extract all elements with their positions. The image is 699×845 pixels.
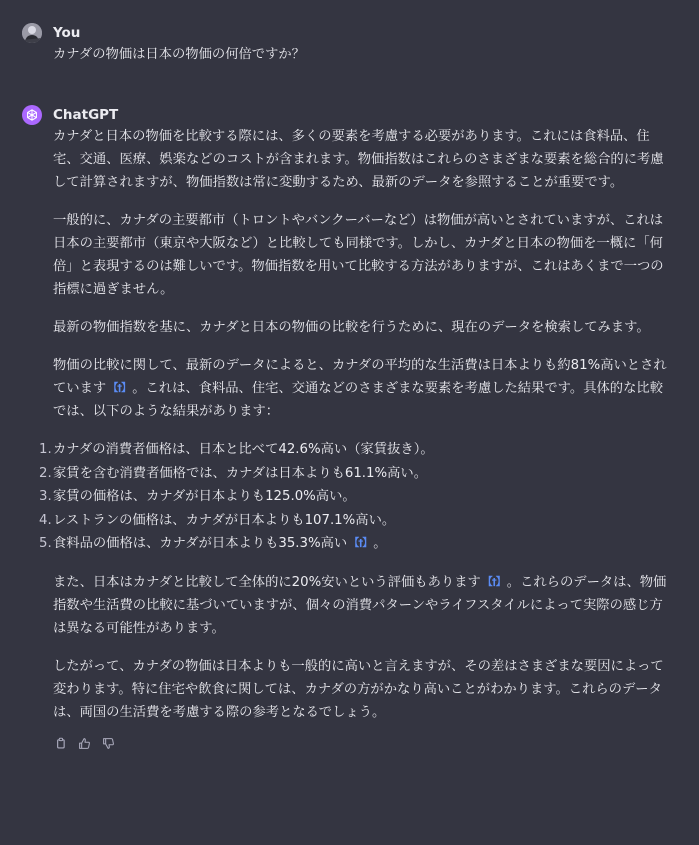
comparison-list [39,438,669,556]
user-message [22,22,669,66]
list-item [39,532,669,556]
paragraph: したがって、カナダの物価は日本よりも一般的に高いと言えますが、その差はさまざまな要因によって変わります。特に住宅や飲食に関しては、カナダの方がかなり高いことがわかります。これらのデータは、両国の生活費を考慮する際の参考となるでしょう。 [53,658,664,720]
paragraph [53,571,669,640]
paragraph-text: 物価の比較に関して、最新のデータによると、カナダの平均的な生活費は日本よりも約81%高いとされています [53,358,667,396]
citation-link[interactable]: 【†】 [482,576,505,588]
list-item-text: レストランの価格は、カナダが日本よりも107.1%高い。 [53,512,396,528]
paragraph: 一般的に、カナダの主要都市（トロントやバンクーバーなど）は物価が高いとされていますが、これは日本の主要都市（東京や大阪など）と比較しても同様です。しかし、カナダと日本の物価を一概に「何倍」と表現するのは難しいです。物価指数を用いて比較する方法がありますが、これはあくまで一つの指標に過ぎません。 [53,213,664,297]
list-item-number: 3. [39,489,52,505]
list-item [39,509,669,533]
list-item-number: 1. [39,442,52,457]
paragraph-text: また、日本はカナダと比較して全体的に20%安いという評価もあります [53,574,481,590]
list-item-text: 家賃を含む消費者価格では、カナダは日本よりも61.1%高い。 [53,465,427,481]
list-item-suffix: 。 [373,536,387,552]
thumbs-down-icon[interactable] [102,737,115,750]
message-actions [54,737,669,750]
assistant-message-header [22,104,669,126]
list-item-number: 4. [39,512,52,528]
user-author-name: You [53,25,81,41]
assistant-message-body [39,125,669,750]
list-item-text-main: 食料品の価格は、カナダが日本よりも35.3%高い [53,536,348,552]
list-item-text: カナダの消費者価格は、日本と比べて42.6%高い（家賃抜き）。 [53,442,434,457]
paragraph-text: 。これらのデータは、物価指数や生活費の比較に基づいていますが、個々の消費パターンやライフスタイルによって実際の感じ方は異なる可能性があります。 [53,574,667,636]
paragraph: カナダと日本の物価を比較する際には、多くの要素を考慮する必要があります。これには食料品、住宅、交通、医療、娯楽などのコストが含まれます。物価指数はこれらのさまざまな要素を総合的に考慮して計算されますが、物価指数は常に変動するため、最新のデータを参照することが重要です。 [53,129,664,190]
thumbs-up-icon[interactable] [78,737,91,750]
paragraph: 最新の物価指数を基に、カナダと日本の物価の比較を行うために、現在のデータを検索してみます。 [53,320,650,335]
openai-logo-icon [25,108,39,122]
assistant-author-name: ChatGPT [53,107,119,123]
list-item-number: 5. [39,536,52,552]
list-item [39,438,669,462]
list-item-text [53,532,387,556]
list-item [39,485,669,509]
chatgpt-avatar [22,105,42,125]
paragraph-text: 。これは、食料品、住宅、交通などのさまざまな要素を考慮した結果です。具体的な比較では、以下のような結果があります： [53,381,663,419]
list-item [39,462,669,486]
citation-link[interactable]: 【†】 [108,383,131,394]
citation-link[interactable]: 【†】 [349,538,372,550]
paragraph [53,354,669,423]
user-message-header [22,22,669,44]
list-item-number: 2. [39,465,52,481]
copy-icon[interactable] [54,737,67,750]
user-message-text: カナダの物価は日本の物価の何倍ですか？ [53,47,305,62]
user-avatar [22,23,42,43]
assistant-message [22,104,669,750]
list-item-text: 家賃の価格は、カナダが日本よりも125.0%高い。 [53,489,356,505]
user-avatar-icon [22,23,42,43]
